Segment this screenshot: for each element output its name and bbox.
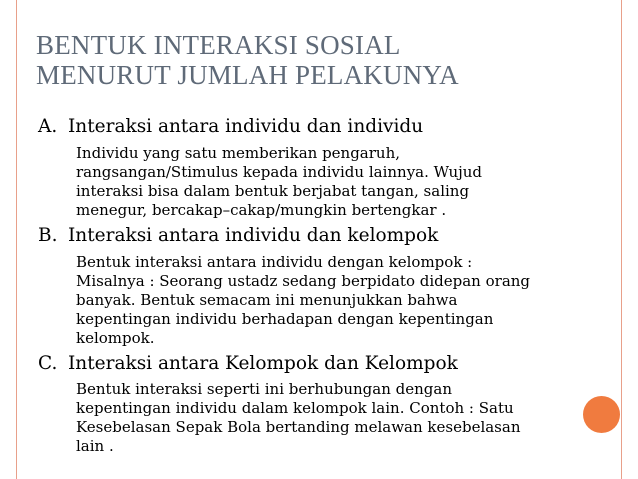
body-line: Bentuk interaksi seperti ini berhubungan dengan bbox=[76, 380, 452, 398]
body-line: banyak. Bentuk semacam ini menunjukkan bahwa bbox=[76, 291, 458, 309]
section-body-c bbox=[76, 380, 621, 456]
body-line: lain . bbox=[76, 437, 114, 455]
slide-title bbox=[36, 30, 616, 90]
section-heading-text: Interaksi antara individu dan individu bbox=[68, 116, 424, 137]
section-heading-b bbox=[38, 225, 613, 247]
body-line: menegur, bercakap–cakap/mungkin bertengkar . bbox=[76, 201, 447, 219]
body-line: kepentingan individu berhadapan dengan kepentingan bbox=[76, 310, 494, 328]
section-heading-text: Interaksi antara individu dan kelompok bbox=[68, 225, 439, 246]
section-heading-a bbox=[38, 116, 613, 138]
section-letter: C. bbox=[38, 353, 58, 374]
slide-content bbox=[38, 116, 613, 456]
body-line: Misalnya : Seorang ustadz sedang berpidato didepan orang bbox=[76, 272, 531, 290]
body-line: Bentuk interaksi antara individu dengan kelompok : bbox=[76, 253, 473, 271]
body-line: kepentingan individu dalam kelompok lain. Contoh : Satu bbox=[76, 399, 514, 417]
section-letter: A. bbox=[38, 116, 58, 137]
right-border-line bbox=[621, 0, 622, 479]
title-line: BENTUK INTERAKSI SOSIAL bbox=[36, 30, 401, 60]
orange-circle-icon bbox=[583, 396, 620, 433]
body-line: rangsangan/Stimulus kepada individu lainnya. Wujud bbox=[76, 163, 483, 181]
section-body-b bbox=[76, 253, 621, 348]
section-heading-c bbox=[38, 353, 613, 375]
section-letter: B. bbox=[38, 225, 58, 246]
section-heading-text: Interaksi antara Kelompok dan Kelompok bbox=[68, 353, 458, 374]
body-line: kelompok. bbox=[76, 329, 155, 347]
body-line: interaksi bisa dalam bentuk berjabat tangan, saling bbox=[76, 182, 470, 200]
body-line: Kesebelasan Sepak Bola bertanding melawan kesebelasan bbox=[76, 418, 521, 436]
title-line: MENURUT JUMLAH PELAKUNYA bbox=[36, 60, 459, 90]
section-body-a bbox=[76, 144, 621, 220]
left-border-line bbox=[16, 0, 17, 479]
body-line: Individu yang satu memberikan pengaruh, bbox=[76, 144, 401, 162]
